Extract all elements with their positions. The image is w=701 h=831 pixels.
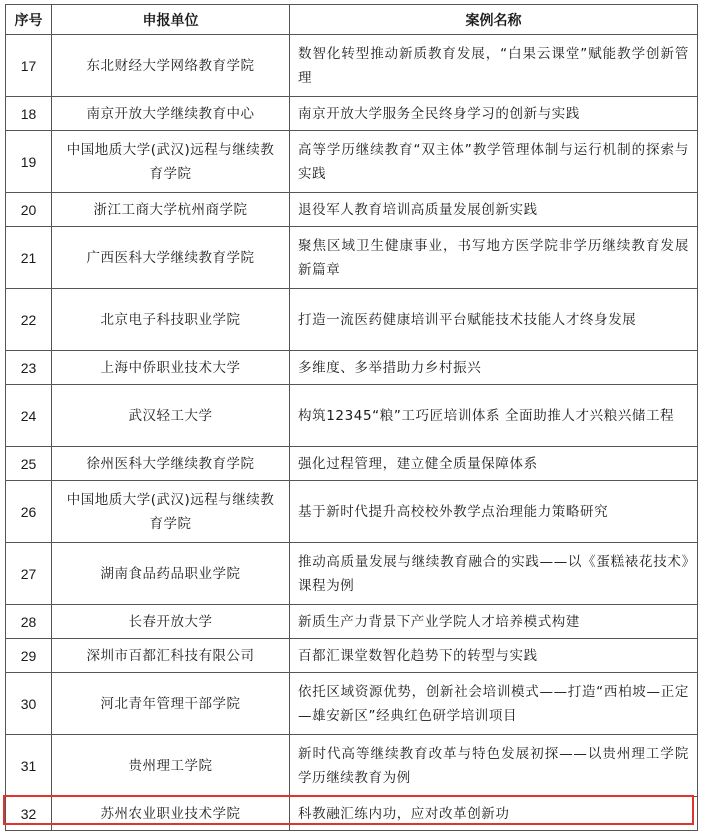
- row-unit: 苏州农业职业技术学院: [52, 797, 290, 831]
- row-case: 基于新时代提升高校校外教学点治理能力策略研究: [290, 481, 698, 543]
- table-row: [6, 97, 698, 131]
- row-number: 27: [6, 543, 52, 605]
- row-case: 新质生产力背景下产业学院人才培养模式构建: [290, 605, 698, 639]
- row-case: 新时代高等继续教育改革与特色发展初探——以贵州理工学院学历继续教育为例: [290, 735, 698, 797]
- row-number: 17: [6, 35, 52, 97]
- row-unit: 上海中侨职业技术大学: [52, 351, 290, 385]
- row-number: 28: [6, 605, 52, 639]
- header-row: [6, 5, 698, 35]
- table-row-highlighted: [6, 797, 698, 831]
- table-row: [6, 639, 698, 673]
- row-number: 18: [6, 97, 52, 131]
- table-row: [6, 447, 698, 481]
- row-case: 多维度、多举措助力乡村振兴: [290, 351, 698, 385]
- table-row: [6, 481, 698, 543]
- row-case: 百都汇课堂数智化趋势下的转型与实践: [290, 639, 698, 673]
- row-number: 23: [6, 351, 52, 385]
- row-number: 19: [6, 131, 52, 193]
- row-unit: 深圳市百都汇科技有限公司: [52, 639, 290, 673]
- table-row: [6, 227, 698, 289]
- row-number: 20: [6, 193, 52, 227]
- row-number: 24: [6, 385, 52, 447]
- header-unit: 申报单位: [52, 5, 290, 35]
- row-case: 打造一流医药健康培训平台赋能技术技能人才终身发展: [290, 289, 698, 351]
- row-number: 30: [6, 673, 52, 735]
- row-unit: 河北青年管理干部学院: [52, 673, 290, 735]
- row-number: 31: [6, 735, 52, 797]
- row-number: 25: [6, 447, 52, 481]
- row-case: 数智化转型推动新质教育发展，“白果云课堂”赋能教学创新管理: [290, 35, 698, 97]
- row-case: 南京开放大学服务全民终身学习的创新与实践: [290, 97, 698, 131]
- row-unit: 浙江工商大学杭州商学院: [52, 193, 290, 227]
- row-unit: 广西医科大学继续教育学院: [52, 227, 290, 289]
- table-row: [6, 543, 698, 605]
- row-number: 22: [6, 289, 52, 351]
- table-row: [6, 289, 698, 351]
- case-table: [5, 4, 698, 831]
- row-unit: 南京开放大学继续教育中心: [52, 97, 290, 131]
- row-case: 推动高质量发展与继续教育融合的实践——以《蛋糕裱花技术》课程为例: [290, 543, 698, 605]
- table-row: [6, 351, 698, 385]
- row-unit: 贵州理工学院: [52, 735, 290, 797]
- row-unit: 长春开放大学: [52, 605, 290, 639]
- row-case: 聚焦区域卫生健康事业，书写地方医学院非学历继续教育发展新篇章: [290, 227, 698, 289]
- table-row: [6, 673, 698, 735]
- row-case: 退役军人教育培训高质量发展创新实践: [290, 193, 698, 227]
- table-row: [6, 193, 698, 227]
- table-row: [6, 35, 698, 97]
- row-number: 26: [6, 481, 52, 543]
- table-row: [6, 131, 698, 193]
- row-unit: 北京电子科技职业学院: [52, 289, 290, 351]
- header-index: 序号: [6, 5, 52, 35]
- row-unit: 徐州医科大学继续教育学院: [52, 447, 290, 481]
- row-case: 强化过程管理，建立健全质量保障体系: [290, 447, 698, 481]
- row-number: 32: [6, 797, 52, 831]
- row-number: 21: [6, 227, 52, 289]
- table-row: [6, 605, 698, 639]
- header-case: 案例名称: [290, 5, 698, 35]
- table-row: [6, 385, 698, 447]
- row-unit: 中国地质大学(武汉)远程与继续教育学院: [52, 131, 290, 193]
- row-case: 科教融汇练内功，应对改革创新功: [290, 797, 698, 831]
- table-row: [6, 735, 698, 797]
- row-unit: 中国地质大学(武汉)远程与继续教育学院: [52, 481, 290, 543]
- row-unit: 东北财经大学网络教育学院: [52, 35, 290, 97]
- row-unit: 湖南食品药品职业学院: [52, 543, 290, 605]
- row-case: 构筑12345“粮”工巧匠培训体系 全面助推人才兴粮兴储工程: [290, 385, 698, 447]
- row-unit: 武汉轻工大学: [52, 385, 290, 447]
- row-case: 依托区域资源优势，创新社会培训模式——打造“西柏坡—正定—雄安新区”经典红色研学培训项目: [290, 673, 698, 735]
- row-number: 29: [6, 639, 52, 673]
- row-case: 高等学历继续教育“双主体”教学管理体制与运行机制的探索与实践: [290, 131, 698, 193]
